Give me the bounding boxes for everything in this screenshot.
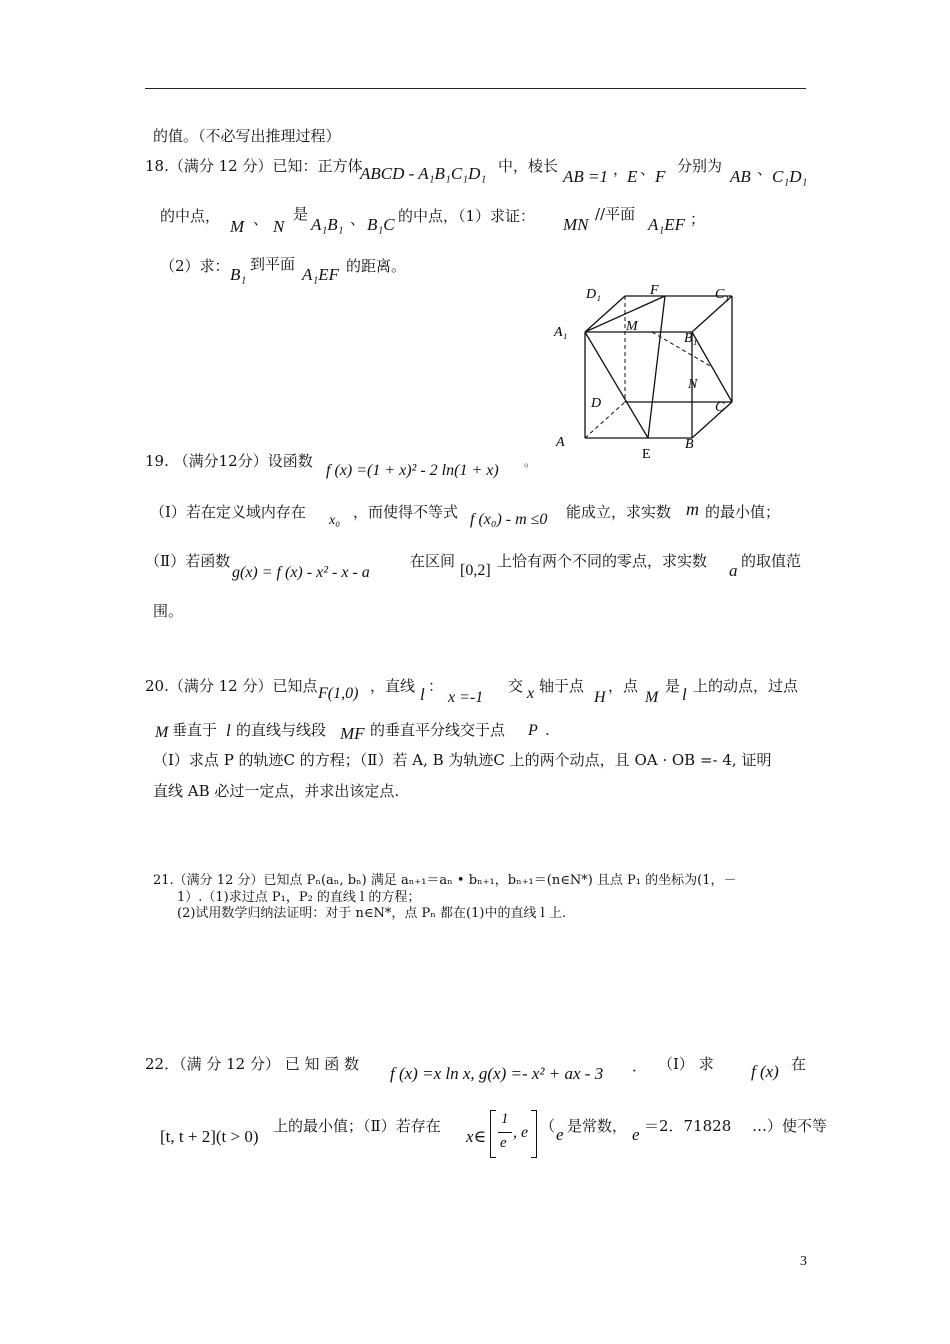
q21-l1: 21.（满分 12 分）已知点 Pₙ(aₙ, bₙ) 满足 aₙ₊₁＝aₙ • bₙ₊₁，bₙ₊₁＝(n∈N*) 且点 P₁ 的坐标为(1，－ <box>153 873 737 888</box>
label-D1: D₁ <box>586 287 601 302</box>
label-A1: A₁ <box>554 325 568 340</box>
q22-fx: f (x) <box>751 1062 779 1081</box>
q20-l1-c: 轴于点 <box>539 677 585 695</box>
q18-N: N <box>273 217 285 236</box>
label-C1: C₁ <box>715 287 730 302</box>
q20-MF: MF <box>340 724 365 743</box>
q19-ineq: f (x₀) - m ≤0 <box>470 511 548 528</box>
q19-l3-mid: 在区间 <box>410 552 456 570</box>
q19-l3-prefix: （Ⅱ）若函数 <box>145 552 231 570</box>
q20-l1-f: 上的动点，过点 <box>693 677 799 695</box>
q18-line1-prefix: 18.（满分 12 分）已知：正方体 <box>145 157 363 175</box>
q20-F: F(1,0) <box>318 685 359 702</box>
fraction-bar <box>498 1132 512 1133</box>
q18-line2-shi: 是 <box>293 205 309 223</box>
q21-l3: (2)试用数学归纳法证明：对于 n∈N*，点 Pₙ 都在(1)中的直线 l 上. <box>177 906 567 921</box>
q19-l2-mid2: 能成立，求实数 <box>566 503 672 521</box>
q22-x-in: x∈ <box>466 1127 487 1146</box>
q22-l1-dot: ． <box>632 1057 648 1075</box>
q18-semicolon: ； <box>690 210 706 228</box>
q22-l2-e: …）使不等 <box>752 1117 828 1135</box>
label-N: N <box>688 377 698 392</box>
q18-line3-suffix: 的距离。 <box>346 257 407 275</box>
q20-l1-a: ，直线 <box>370 677 416 695</box>
q20-H: H <box>594 689 606 706</box>
q18-line1-mid: 中，棱长 <box>498 157 559 175</box>
q20-line-eq: x =-1 <box>448 689 484 706</box>
q22-l1-i: （Ⅰ） 求 <box>658 1055 714 1073</box>
q20-colon: ： <box>428 677 444 695</box>
q18-MN: MN <box>563 215 589 234</box>
q22-funcs: f (x) =x ln x, g(x) =- x² + ax - 3 <box>390 1064 604 1083</box>
q21-l2: 1）.（1)求过点 P₁，P₂ 的直线 l 的方程； <box>177 890 421 905</box>
q20-l1-prefix: 20.（满分 12 分）已知点 <box>145 677 318 695</box>
q22-e1: e <box>556 1125 564 1144</box>
header-rule <box>145 88 806 89</box>
q22-l2-b: （ <box>540 1117 556 1135</box>
q19-l3-suffix: 的取值范 <box>741 552 802 570</box>
q20-l2-M: M <box>155 724 169 741</box>
q18-line2-prefix: 的中点， <box>160 207 221 225</box>
q19-line1-prefix: 19. （满分12分）设函数 <box>145 452 313 470</box>
q18-line1-mid2: 分别为 <box>677 157 723 175</box>
q19-g: g(x) = f (x) - x² - x - a <box>232 564 370 581</box>
q20-l4: 直线 AB 必过一定点，并求出该定点. <box>153 782 400 800</box>
q22-frac-den: e <box>500 1135 507 1151</box>
label-F: F <box>650 283 659 298</box>
label-M: M <box>626 319 638 334</box>
q19-line1-end: 。 <box>524 455 537 469</box>
q18-C1D1: C₁D₁ <box>772 167 808 186</box>
q18-F: F <box>655 167 666 186</box>
q20-l2-l: l <box>682 685 687 704</box>
q22-interval: [t, t + 2](t > 0) <box>160 1127 259 1146</box>
q18-line2-mid: 的中点，（1）求证： <box>398 207 536 225</box>
q19-x0: x₀ <box>329 513 341 528</box>
q19-l2-mid: ，而使得不等式 <box>353 503 459 521</box>
q19-func: f (x) =(1 + x)² - 2 ln(1 + x) <box>326 462 499 479</box>
label-C: C <box>715 400 725 415</box>
q22-e2: e <box>632 1125 640 1144</box>
right-bracket <box>531 1110 537 1158</box>
label-B: B <box>685 437 694 452</box>
q20-x: x <box>527 685 535 702</box>
q18-B1: B₁ <box>230 265 247 284</box>
q18-line3-prefix: （2）求： <box>160 257 230 275</box>
left-bracket <box>490 1110 496 1158</box>
cube-figure <box>540 278 760 463</box>
continued-text: 的值。（不必写出推理过程） <box>153 127 341 145</box>
q20-l: l <box>420 685 425 704</box>
q20-l1-b: 交 <box>508 677 524 695</box>
q20-l1-d: ，点 <box>608 677 639 695</box>
q18-plane: A₁EF <box>648 215 686 234</box>
q18-M: M <box>230 217 245 236</box>
q18-dun3: 、 <box>253 210 269 228</box>
q18-plane2: A₁EF <box>302 265 340 284</box>
q20-P: P <box>528 722 538 739</box>
q20-l2-a: 垂直于 <box>172 721 218 739</box>
q19-l3-mid2: 上恰有两个不同的零点，求实数 <box>497 552 708 570</box>
q22-l2-d: ＝2．71828 <box>644 1117 732 1135</box>
label-D: D <box>591 396 602 411</box>
q22-l1-prefix: 22．（满 分 12 分） 已 知 函 数 <box>145 1055 360 1073</box>
q18-parallel: //平面 <box>595 205 636 223</box>
q19-l2-suffix: 的最小值； <box>705 503 781 521</box>
q18-AB: AB <box>730 167 751 186</box>
q18-dun1: 、 <box>640 160 656 178</box>
q19-interval: [0,2] <box>460 562 491 579</box>
q18-B1C: B₁C <box>367 215 395 234</box>
q22-l2-c: 是常数， <box>567 1117 628 1135</box>
q20-l2-ll: l <box>226 721 231 740</box>
q18-line3-mid: 到平面 <box>250 255 296 273</box>
q18-E: E <box>627 167 638 186</box>
label-B1: B₁ <box>684 331 698 346</box>
q18-A1B1: A₁B₁ <box>311 215 344 234</box>
q20-l3: （Ⅰ）求点 P 的轨迹C 的方程；（Ⅱ）若 A, B 为轨迹C 上的两个动点，且 OA · OB =- 4, 证明 <box>153 751 772 769</box>
q20-l1-e: 是 <box>665 677 681 695</box>
q22-l2-a: 上的最小值；（Ⅱ）若存在 <box>273 1117 441 1135</box>
q22-frac-num: 1 <box>501 1111 509 1127</box>
q22-bracket-interval <box>490 1110 538 1158</box>
q19-a: a <box>729 561 738 580</box>
q18-dun4: 、 <box>350 210 366 228</box>
q18-edge: AB =1 <box>563 167 608 186</box>
q22-frac-tail: , e <box>513 1124 529 1141</box>
q18-sep1: ， <box>613 160 629 178</box>
q20-l2-end: . <box>545 721 550 739</box>
q19-l2-prefix: （Ⅰ）若在定义域内存在 <box>150 503 306 521</box>
label-A: A <box>556 435 565 450</box>
q20-l2-b: 的直线与线段 <box>236 721 327 739</box>
label-E: E <box>642 447 651 462</box>
q20-M: M <box>645 689 659 706</box>
q18-dun2: 、 <box>757 160 773 178</box>
q22-l1-end: 在 <box>791 1055 807 1073</box>
page-number: 3 <box>800 1254 807 1269</box>
q18-cube-name: ABCD - A₁B₁C₁D₁ <box>360 164 487 183</box>
q19-l4: 围。 <box>153 602 184 620</box>
q20-l2-c: 的垂直平分线交于点 <box>370 721 506 739</box>
q19-m: m <box>686 499 699 519</box>
